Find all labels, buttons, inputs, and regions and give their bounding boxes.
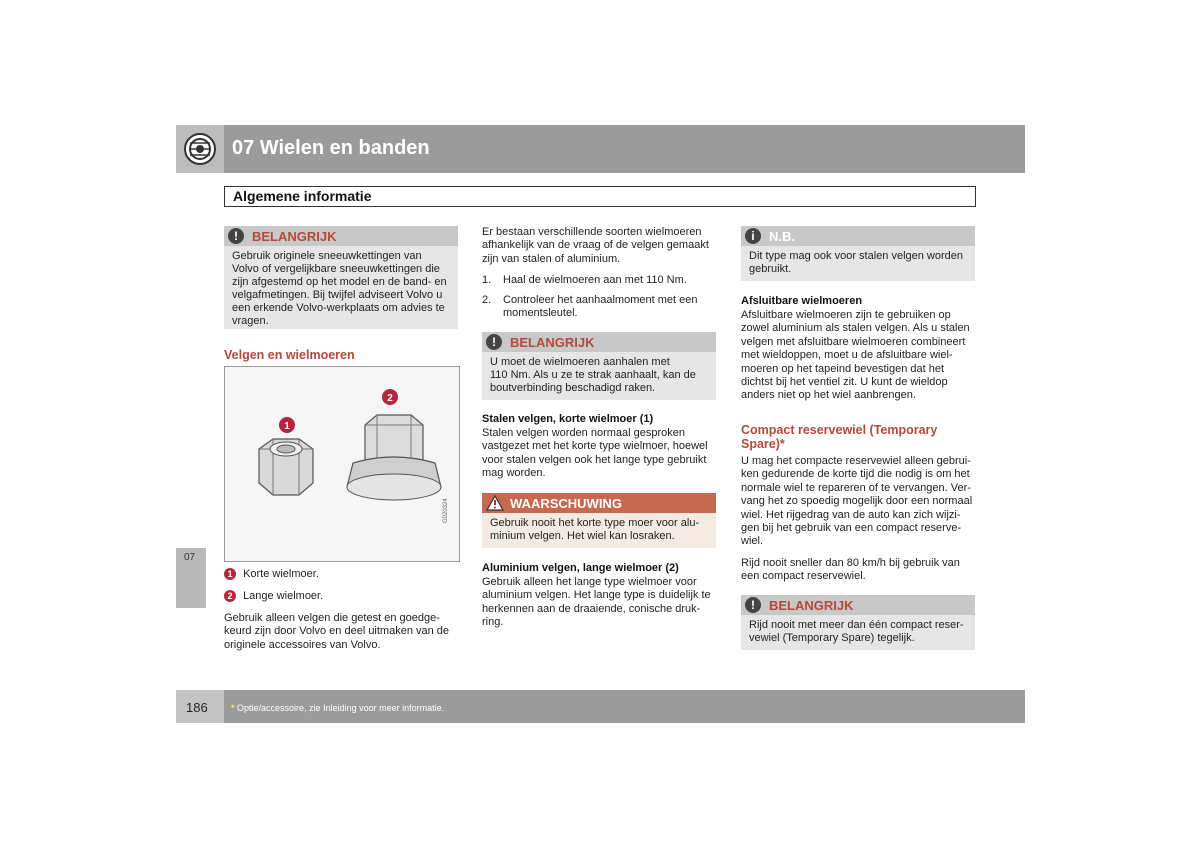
chapter-title: 07 Wielen en banden [232,137,430,159]
warning-note [482,493,716,548]
step-1 [482,274,687,287]
legend-number: 2 [224,590,236,602]
text-line: Gebruik originele sneeuwkettingen van [232,250,422,262]
figure-code: G020324 [443,498,449,523]
wheel-nuts-illustration [225,367,459,561]
text-line: U mag het compacte reservewiel alleen gebrui- [741,455,971,467]
lock-nuts-text [741,309,981,403]
text-line: een erkende Volvo-werkplaats om advies te [232,302,445,314]
steel-rims-heading: Stalen velgen, korte wielmoer (1) [482,413,654,425]
nb-note-header [741,226,975,246]
exclamation-icon: ! [486,334,502,350]
intro-text [482,226,722,266]
important-note-body [224,246,458,334]
warning-label: WAARSCHUWING [510,496,622,511]
text-line: aluminium velgen. Het lange type is duidelijk te [482,589,711,602]
heading-line: Spare)* [741,437,785,451]
short-nut-drawing [259,439,313,495]
nb-label: N.B. [769,229,795,244]
side-chapter-tab-label: 07 [184,552,196,563]
text-line: moeren op het tapeind bevestigen dat het [741,362,945,375]
text-line: zijn van stalen of aluminium. [482,252,621,265]
footnote-text: Optie/accessoire, zie Inleiding voor meer informatie. [237,703,445,713]
nb-note-body [741,246,975,282]
step-text: Controleer het aanhaalmoment met een [503,294,698,306]
text-line: dichtst bij het ventiel zit. U kunt de wieldop [741,376,948,389]
text-line: keurd zijn door Volvo en deel uitmaken van de [224,625,450,638]
rims-nuts-heading: Velgen en wielmoeren [224,348,355,362]
important-note-header [224,226,458,246]
text-line: ken gedurende de korte tijd die nodig is om het [741,468,970,481]
legend-number: 1 [224,568,236,580]
footer-note [231,703,444,713]
text-line: Gebruik alleen het lange type wielmoer voor [482,576,697,588]
text-line: boutverbinding beschadigd raken. [490,382,656,394]
page-number: 186 [186,700,208,715]
footnote-star: * [231,703,235,713]
text-line: ring. [482,616,504,629]
text-line: gen bij het gebruik van een compact reserve- [741,522,962,535]
text-line: voor stalen velgen ook het lange type gebruikt [482,453,707,466]
text-line: velgafmetingen. Bij twijfel adviseert Volvo u [232,289,443,301]
step-number: 1. [482,274,492,286]
callout-1: 1 [284,421,290,432]
important-label: BELANGRIJK [252,229,337,244]
text-line: normale wiel te repareren of te vervangen. Ver- [741,481,971,494]
text-line: Rijd nooit met meer dan één compact reser- [749,619,964,631]
text-line: zowel aluminium als stalen velgen. Als u stalen [741,322,970,335]
text-line: Rijd nooit sneller dan 80 km/h bij gebruik van [741,557,960,569]
text-line: een compact reservewiel. [741,570,866,583]
long-nut-drawing [347,415,441,500]
text-line: zijn afgestemd op het model en de band- en [232,276,447,288]
text-line: Volvo of vergelijkbare sneeuwkettingen die [232,263,440,275]
text-line: Gebruik nooit het korte type moer voor alu- [490,517,700,529]
text-line: originele accessoires van Volvo. [224,638,381,651]
step-text: momentsleutel. [503,307,578,320]
important-label: BELANGRIJK [510,335,595,350]
text-line: U moet de wielmoeren aanhalen met [490,356,670,368]
text-line: wiel. Het rijgedrag van de auto kan zich wijzi- [741,508,961,521]
legend-item-2 [224,590,323,603]
rims-body-text [224,612,464,652]
heading-line: Compact reservewiel (Temporary [741,423,938,437]
text-line: velgen met afsluitbare wielmoeren combineert [741,335,966,348]
important-note-2 [482,332,716,400]
text-line: herkennen aan de draaiende, conische druk- [482,602,701,615]
important-note-body [741,615,975,651]
text-line: vewiel (Temporary Spare) tegelijk. [749,632,915,644]
important-note-body [482,352,716,401]
exclamation-icon: ! [228,228,244,244]
warning-triangle-icon [486,495,504,511]
legend-text: Korte wielmoer. [243,568,319,580]
text-line: 110 Nm. Als u ze te strak aanhaalt, kan de [490,369,696,381]
callout-2: 2 [387,393,393,404]
legend-text: Lange wielmoer. [243,590,324,602]
text-line: afhankelijk van de vraag of de velgen gemaakt [482,239,709,252]
important-note-3 [741,595,975,650]
text-line: Er bestaan verschillende soorten wielmoeren [482,226,702,238]
tire-icon [176,125,224,173]
text-line: Gebruik alleen velgen die getest en goedge- [224,612,440,624]
chapter-icon-box [176,125,224,173]
text-line: minium velgen. Het wiel kan losraken. [490,530,675,542]
nb-note [741,226,975,281]
text-line: anders niet op het wiel aanbrengen. [741,389,916,402]
info-icon: i [745,228,761,244]
text-line: Stalen velgen worden normaal gesproken [482,427,686,439]
steel-rims-text [482,427,722,481]
text-line: met wieldoppen, moet u de afsluitbare wiel- [741,349,953,362]
warning-note-body [482,513,716,549]
spare-wheel-text [741,455,981,549]
text-line: vragen. [232,315,269,327]
step-text: Haal de wielmoeren aan met 110 Nm. [503,274,687,286]
text-line: vang het zo spoedig mogelijk door een normaal [741,495,973,508]
exclamation-icon: ! [745,597,761,613]
step-2 [482,294,722,320]
important-note-header [482,332,716,352]
wheel-nuts-figure [224,366,460,562]
warning-note-header [482,493,716,513]
alu-rims-text [482,576,722,630]
text-line: mag worden. [482,467,546,480]
text-line: vastgezet met het korte type wielmoer, hoewel [482,440,708,453]
important-label: BELANGRIJK [769,598,854,613]
alu-rims-heading: Aluminium velgen, lange wielmoer (2) [482,562,679,574]
text-line: gebruikt. [749,263,792,275]
lock-nuts-heading: Afsluitbare wielmoeren [741,295,863,307]
text-line: wiel. [741,535,764,548]
important-note-1 [224,226,458,329]
legend-item-1 [224,568,319,581]
important-note-header [741,595,975,615]
step-number: 2. [482,294,492,306]
speed-limit-text [741,557,981,584]
section-title: Algemene informatie [233,188,372,204]
spare-wheel-heading [741,423,975,451]
text-line: Afsluitbare wielmoeren zijn te gebruiken op [741,309,951,321]
text-line: Dit type mag ook voor stalen velgen worden [749,250,964,262]
